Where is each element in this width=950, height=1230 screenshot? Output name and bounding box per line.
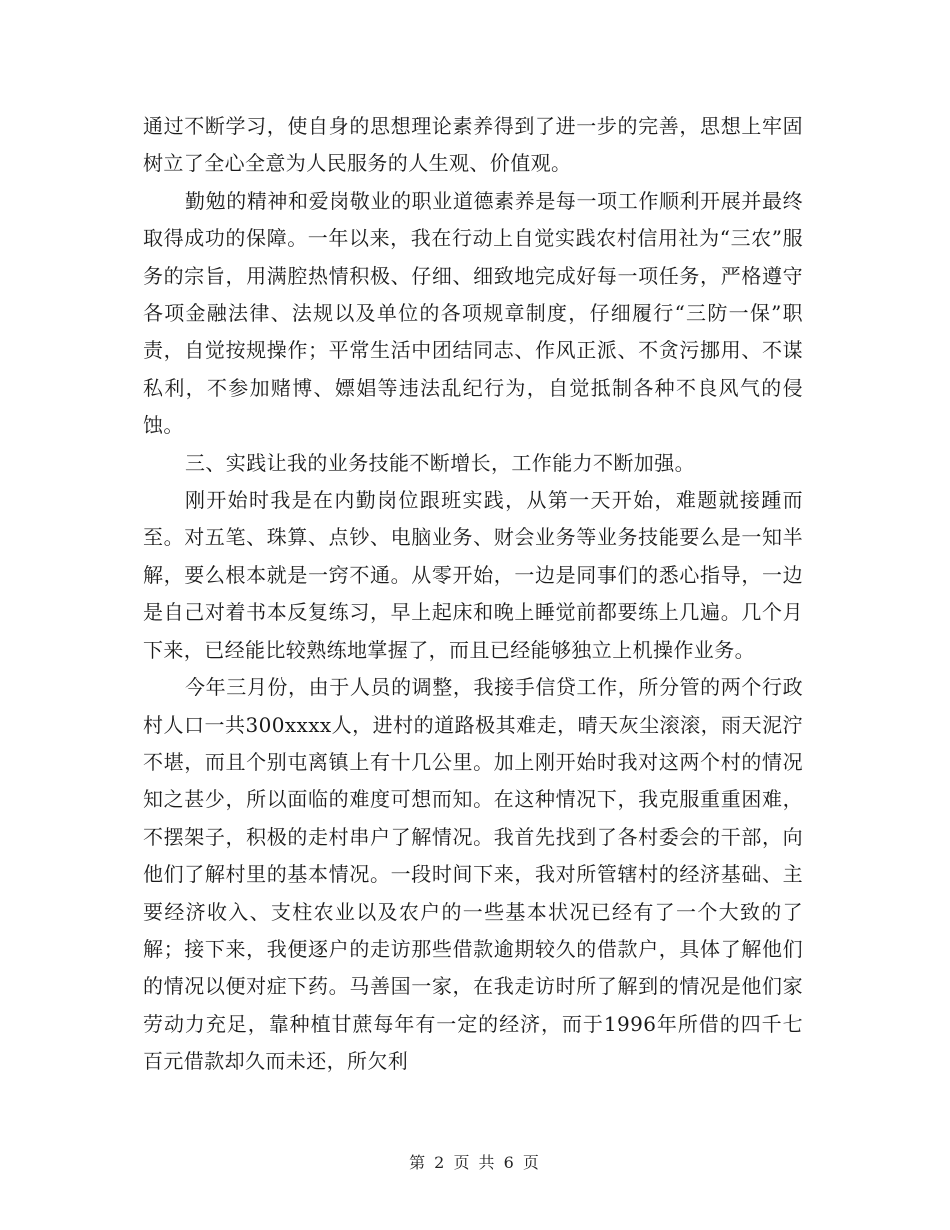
paragraph-2: 勤勉的精神和爱岗敬业的职业道德素养是每一项工作顺利开展并最终取得成功的保障。一年以来，我在行动上自觉实践农村信用社为“三农”服务的宗旨，用满腔热情积极、仔细、细致地完成好每一项任务，严格遵守各项金融法律、法规以及单位的各项规章制度，仔细履行“三防一保”职责，自觉按规操作；平常生活中团结同志、作风正派、不贪污挪用、不谋私利，不参加赌博、嫖娼等违法乱纪行为，自觉抵制各种不良风气的侵蚀。 <box>143 188 803 438</box>
section-heading: 三、实践让我的业务技能不断增长，工作能力不断加强。 <box>185 450 695 475</box>
paragraph-4: 今年三月份，由于人员的调整，我接手信贷工作，所分管的两个行政村人口一共300xxxx人，进村的道路极其难走，晴天灰尘滚滚，雨天泥泞不堪，而且个别屯离镇上有十几公里。加上刚开始时我对这两个村的情况知之甚少，所以面临的难度可想而知。在这种情况下，我克服重重困难，不摆架子，积极的走村串户了解情况。我首先找到了各村委会的干部，向他们了解村里的基本情况。一段时间下来，我对所管辖村的经济基础、主要经济收入、支柱农业以及农户的一些基本状况已经有了一个大致的了解；接下来，我便逐户的走访那些借款逾期较久的借款户，具体了解他们的情况以便对症下药。马善国一家，在我走访时所了解到的情况是他们家劳动力充足，靠种植甘蔗每年有一定的经济，而于1996年所借的四千七百元借款却久而未还，所欠利 <box>143 675 803 1074</box>
document-body <box>143 108 803 1081</box>
page-number-footer: 第 2 页 共 6 页 <box>409 1153 541 1172</box>
paragraph-3: 刚开始时我是在内勤岗位跟班实践，从第一天开始，难题就接踵而至。对五笔、珠算、点钞、电脑业务、财会业务等业务技能要么是一知半解，要么根本就是一窍不通。从零开始，一边是同事们的悉心指导，一边是自己对着书本反复练习，早上起床和晚上睡觉前都要练上几遍。几个月下来，已经能比较熟练地掌握了，而且已经能够独立上机操作业务。 <box>143 488 803 662</box>
paragraph-1: 通过不断学习，使自身的思想理论素养得到了进一步的完善，思想上牢固树立了全心全意为人民服务的人生观、价值观。 <box>143 114 803 176</box>
